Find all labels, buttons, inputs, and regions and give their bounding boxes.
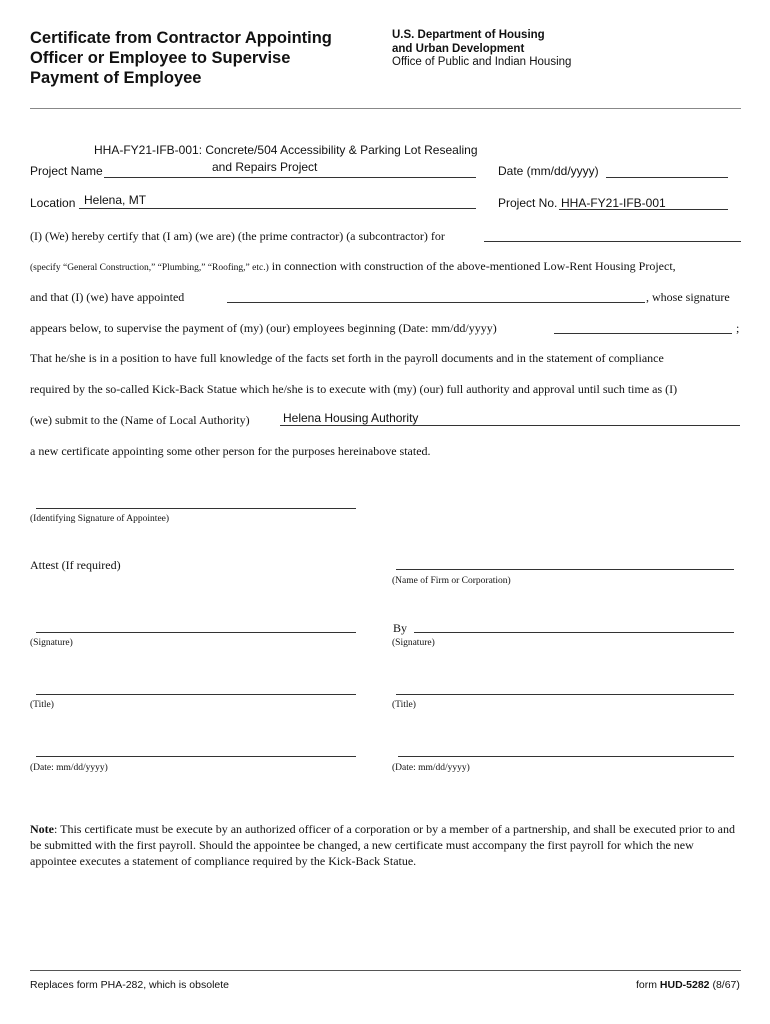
note-label: Note [30,822,54,836]
contractor-title-caption: (Title) [392,700,416,710]
attest-date-caption: (Date: mm/dd/yyyy) [30,763,108,773]
contractor-date-caption: (Date: mm/dd/yyyy) [392,763,470,773]
appointee-signature-line[interactable] [36,508,356,509]
local-authority-line [280,425,740,426]
location-value[interactable]: Helena, MT [84,193,147,207]
form-id [636,979,740,991]
knowledge-text: That he/she is in a position to have full knowledge of the facts set forth in the payroll documents and in the statement of compliance [30,351,664,365]
contractor-date-line[interactable] [398,756,734,757]
attest-signature-line[interactable] [36,632,356,633]
project-name-value-line1[interactable]: HHA-FY21-IFB-001: Concrete/504 Accessibility & Parking Lot Resealing [94,143,478,157]
attest-label: Attest (If required) [30,558,121,572]
appointee-signature-caption: (Identifying Signature of Appointee) [30,514,170,524]
form-prefix: form [636,979,657,991]
by-label: By [393,621,408,635]
appointed-text: and that (I) (we) have appointed [30,290,185,304]
attest-signature-caption: (Signature) [30,638,73,648]
project-name-label: Project Name [30,164,103,178]
department-block [392,29,571,70]
replaces-note: Replaces form PHA-282, which is obsolete [30,979,230,991]
kickback-text: required by the so-called Kick-Back Statue which he/she is to execute with (my) (our) full authority and approval until such time as (I) [30,382,678,396]
specify-line [30,259,676,274]
local-authority-text: (we) submit to the (Name of Local Authority) [30,413,250,427]
by-signature-caption: (Signature) [392,638,435,648]
project-no-line [559,209,728,210]
by-signature-line[interactable] [414,632,734,633]
project-name-value-line2[interactable]: and Repairs Project [212,160,318,174]
department-name-line1: U.S. Department of Housing [392,29,545,41]
project-name-line [104,177,476,178]
contractor-title-line[interactable] [396,694,734,695]
connection-text: in connection with construction of the above-mentioned Low-Rent Housing Project, [271,259,676,273]
attest-title-line[interactable] [36,694,356,695]
firm-name-caption: (Name of Firm or Corporation) [392,576,511,586]
location-line [79,208,476,209]
location-label: Location [30,196,76,210]
semicolon: ; [736,321,740,335]
beginning-date-line[interactable] [554,333,732,334]
date-label: Date (mm/dd/yyyy) [498,164,599,178]
project-no-value[interactable]: HHA-FY21-IFB-001 [561,196,666,210]
form-date: (8/67) [712,979,740,991]
certify-line: (I) (We) hereby certify that (I am) (we are) (the prime contractor) (a subcontractor) for [30,229,445,243]
footer-divider [30,970,741,971]
form-number: HUD-5282 [659,979,710,991]
office-name: Office of Public and Indian Housing [392,56,572,68]
form-title: Certificate from Contractor Appointing Officer or Employee to Supervise Payment of Employee [30,29,332,87]
attest-title-caption: (Title) [30,700,54,710]
local-authority-value[interactable]: Helena Housing Authority [283,411,419,425]
firm-name-line[interactable] [396,569,734,570]
attest-date-line[interactable] [36,756,356,757]
supervise-text: appears below, to supervise the payment of (my) (our) employees beginning (Date: mm/dd/yyyy) [30,321,497,335]
department-name-line2: and Urban Development [392,42,525,55]
note-text: : This certificate must be execute by an authorized officer of a corporation or by a member of a partnership, and shall be executed prior to and be submitted with the first payroll. Should the appointee be changed, a new certificate must accompany the first payroll for which the new appointee executes a statement of compliance required by the Kick-Back Statue. [30,822,735,868]
project-no-label: Project No. [498,196,558,210]
whose-signature-text: , whose signature [646,290,730,304]
date-input-line[interactable] [606,177,728,178]
specify-hint: (specify “General Construction,” “Plumbing,” “Roofing,” etc.) [30,263,269,273]
contractor-type-line[interactable] [484,241,741,242]
header-divider [30,108,741,109]
note-paragraph [30,821,742,869]
appointee-name-line[interactable] [227,302,645,303]
new-certificate-text: a new certificate appointing some other person for the purposes hereinabove stated. [30,444,431,458]
